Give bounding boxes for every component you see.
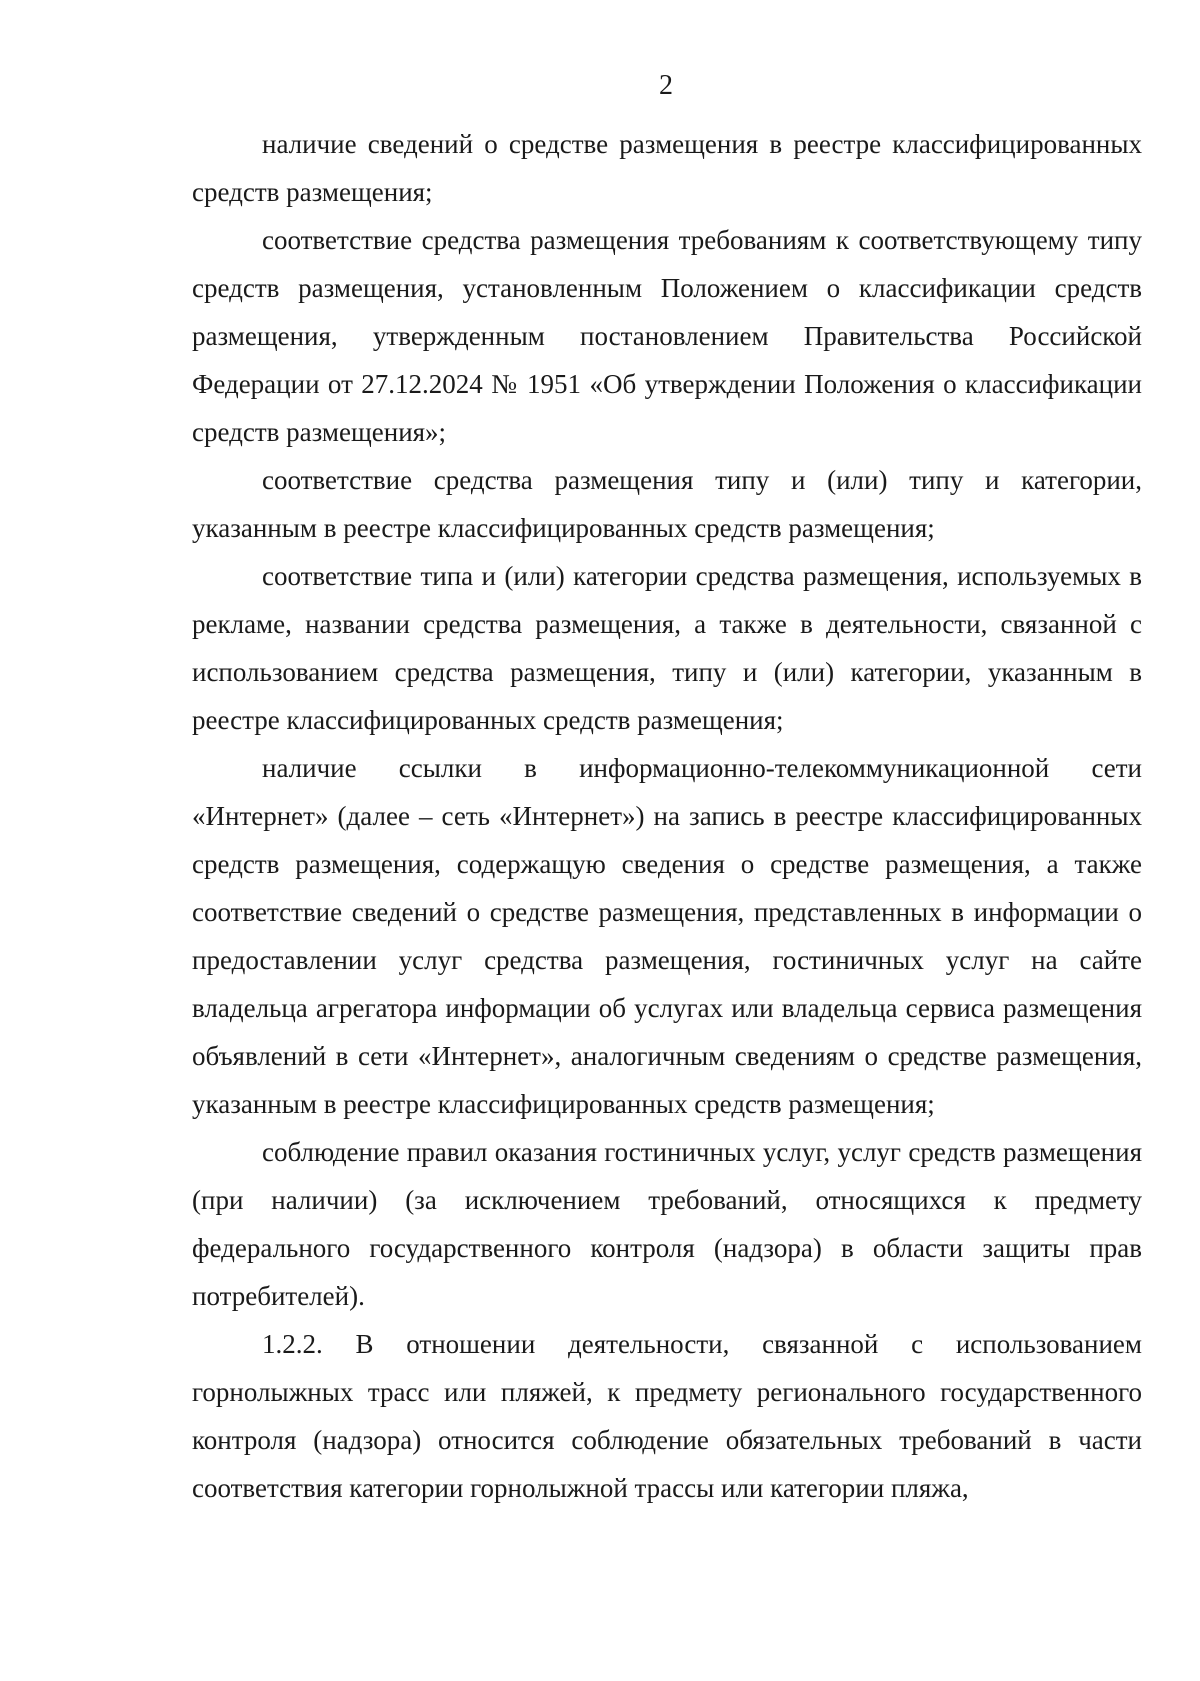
paragraph: 1.2.2. В отношении деятельности, связанной с использованием горнолыжных трасс или пляжей, к предмету регионального государственного контроля (надзора) относится соблюдение обязательных требований в части соответствия категории горнолыжной трассы или категории пляжа, bbox=[192, 1329, 1142, 1503]
paragraph: соблюдение правил оказания гостиничных услуг, услуг средств размещения (при наличии) (за исключением требований, относящихся к предмету федерального государственного контроля (надзора) в области защиты прав потребителей). bbox=[192, 1137, 1142, 1311]
page-number: 2 bbox=[659, 70, 673, 101]
document-body bbox=[192, 120, 1142, 1512]
paragraph: соответствие типа и (или) категории средства размещения, используемых в рекламе, названии средства размещения, а также в деятельности, связанной с использованием средства размещения, типу и (или) категории, указанным в реестре классифицированных средств размещения; bbox=[192, 561, 1142, 735]
paragraph: наличие ссылки в информационно-телекоммуникационной сети «Интернет» (далее – сеть «Интернет») на запись в реестре классифицированных средств размещения, содержащую сведения о средстве размещения, а также соответствие сведений о средстве размещения, представленных в информации о предоставлении услуг средства размещения, гостиничных услуг на сайте владельца агрегатора информации об услугах или владельца сервиса размещения объявлений в сети «Интернет», аналогичным сведениям о средстве размещения, указанным в реестре классифицированных средств размещения; bbox=[192, 753, 1142, 1119]
paragraph: соответствие средства размещения типу и (или) типу и категории, указанным в реестре классифицированных средств размещения; bbox=[192, 465, 1142, 543]
paragraph: соответствие средства размещения требованиям к соответствующему типу средств размещения, установленным Положением о классификации средств размещения, утвержденным постановлением Правительства Российской Федерации от 27.12.2024 № 1951 «Об утверждении Положения о классификации средств размещения»; bbox=[192, 225, 1142, 447]
paragraph: наличие сведений о средстве размещения в реестре классифицированных средств размещения; bbox=[192, 129, 1142, 207]
